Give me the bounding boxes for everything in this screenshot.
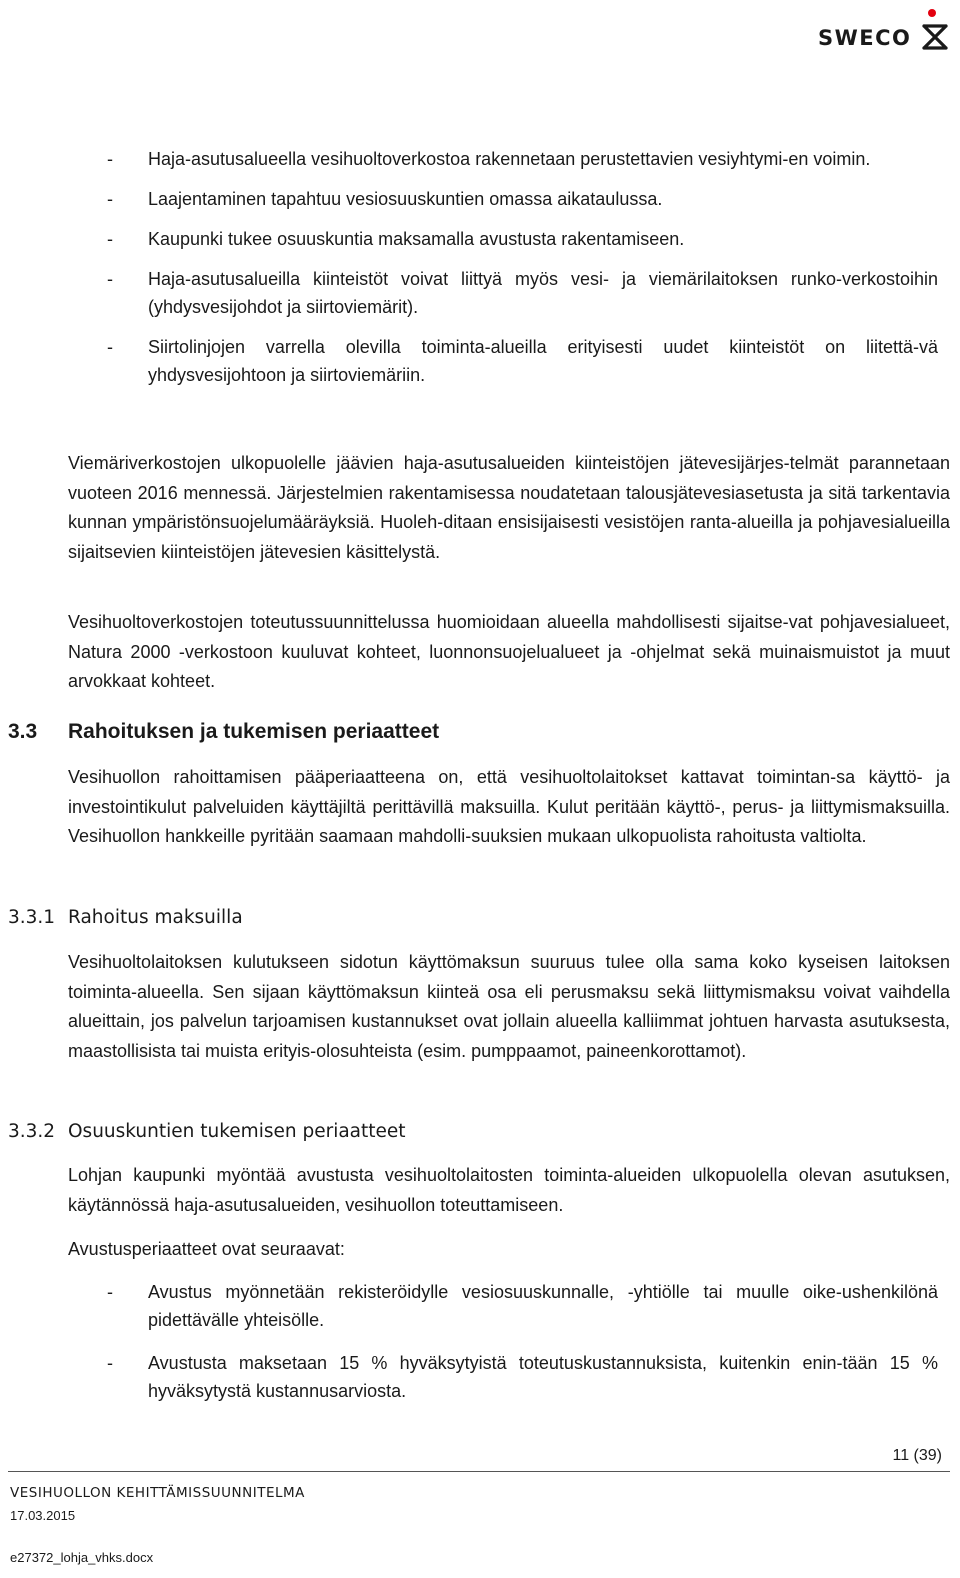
list-item-text: Avustusta maksetaan 15 % hyväksytyistä toteutuskustannuksista, kuitenkin enin-tään 15 % hyväksytystä kustannusarviosta. <box>148 1353 938 1401</box>
heading-title: Osuuskuntien tukemisen periaatteet <box>68 1121 406 1142</box>
heading-number: 3.3.2 <box>8 1121 56 1142</box>
bullet-dash: - <box>107 269 113 289</box>
bullet-list-top <box>0 145 960 401</box>
footer-filename: e27372_lohja_vhks.docx <box>10 1550 154 1565</box>
paragraph-planning: Vesihuoltoverkostojen toteutussuunnittelussa huomioidaan alueella mahdollisesti sijaitse-vat pohjavesialueet, Natura 2000 -verkostoon kuuluvat kohteet, luonnonsuojelualueet ja -ohjelmat sekä muinaismuistot ja muut arvokkaat kohteet. <box>68 612 950 691</box>
bullet-dash: - <box>107 229 113 249</box>
paragraph-principles-intro: Avustusperiaatteet ovat seuraavat: <box>68 1239 345 1259</box>
list-item <box>0 1278 960 1334</box>
heading-number: 3.3 <box>8 720 38 743</box>
bullet-dash: - <box>107 1353 113 1373</box>
sweco-logo <box>818 8 950 52</box>
heading-number: 3.3.1 <box>8 907 56 928</box>
list-item-text: Avustus myönnetään rekisteröidylle vesiosuuskunnalle, -yhtiölle tai muulle oike-ushenkilönä pidettävälle yhteisölle. <box>148 1282 938 1330</box>
bullet-dash: - <box>107 189 113 209</box>
list-item <box>0 265 960 321</box>
bullet-dash: - <box>107 337 113 357</box>
footer-divider <box>8 1471 950 1472</box>
footer-date: 17.03.2015 <box>10 1508 76 1523</box>
list-item <box>0 185 960 213</box>
list-item-text: Siirtolinjojen varrella olevilla toiminta-alueilla erityisesti uudet kiinteistöt on liitettä-vä yhdysvesijohtoon ja siirtoviemäriin. <box>148 337 938 385</box>
list-item <box>0 225 960 253</box>
bullet-list-bottom <box>0 1278 960 1417</box>
paragraph-fees: Vesihuoltolaitoksen kulutukseen sidotun käyttömaksun suuruus tulee olla sama koko kyseisen laitoksen toiminta-alueella. Sen sijaan käyttömaksun kiinteä osa eli perusmaksu sekä liittymismaksu voivat vaihdella alueittain, jos palvelun tarjoamisen kustannukset ovat jollain alueella kalliimmat johtuen harvasta asutuksesta, maastollisista tai muista erityis-olosuhteista (esim. pumppaamot, paineenkorottamot). <box>68 952 950 1061</box>
list-item <box>0 1349 960 1405</box>
list-item-text: Kaupunki tukee osuuskuntia maksamalla avustusta rakentamiseen. <box>148 229 685 249</box>
logo-text: SWECO <box>818 26 912 50</box>
list-item-text: Haja-asutusalueilla kiinteistöt voivat liittyä myös vesi- ja viemärilaitoksen runko-verkostoihin (yhdysvesijohdot ja siirtoviemärit). <box>148 269 938 317</box>
page-number: 11 (39) <box>892 1447 942 1464</box>
bullet-dash: - <box>107 1282 113 1302</box>
footer-document-title: VESIHUOLLON KEHITTÄMISSUUNNITELMA <box>10 1485 305 1501</box>
list-item <box>0 145 960 173</box>
paragraph-financing: Vesihuollon rahoittamisen pääperiaatteena on, että vesihuoltolaitokset kattavat toimintan-sa käyttö- ja investointikulut palveluiden käyttäjiltä perittävillä maksuilla. Kulut peritään käyttö-, perus- ja liittymismaksuilla. Vesihuollon hankkeille pyritään saamaan mahdolli-suuksien mukaan ulkopuolista rahoitusta valtiolta. <box>68 767 950 846</box>
bullet-dash: - <box>107 149 113 169</box>
sweco-mark-icon <box>920 8 950 52</box>
paragraph-wastewater: Viemäriverkostojen ulkopuolelle jäävien haja-asutusalueiden kiinteistöjen jätevesijärjes-telmät parannetaan vuoteen 2016 mennessä. Järjestelmien rakentamisessa noudatetaan talousjätevesiasetusta ja sitä tarkentavia kunnan ympäristönsuojelumääräyksiä. Huoleh-ditaan ensisijaisesti vesistöjen ranta-alueilla ja pohjavesialueilla sijaitsevien kiinteistöjen jätevesien käsittelystä. <box>68 453 950 562</box>
paragraph-support: Lohjan kaupunki myöntää avustusta vesihuoltolaitosten toiminta-alueiden ulkopuolella olevan asutuksen, käytännössä haja-asutusalueiden, vesihuollon toteuttamiseen. <box>68 1165 950 1215</box>
list-item <box>0 333 960 389</box>
heading-title: Rahoituksen ja tukemisen periaatteet <box>68 720 440 743</box>
heading-title: Rahoitus maksuilla <box>68 907 243 928</box>
list-item-text: Laajentaminen tapahtuu vesiosuuskuntien omassa aikataulussa. <box>148 189 663 209</box>
list-item-text: Haja-asutusalueella vesihuoltoverkostoa rakennetaan perustettavien vesiyhtymi-en voimin. <box>148 149 871 169</box>
